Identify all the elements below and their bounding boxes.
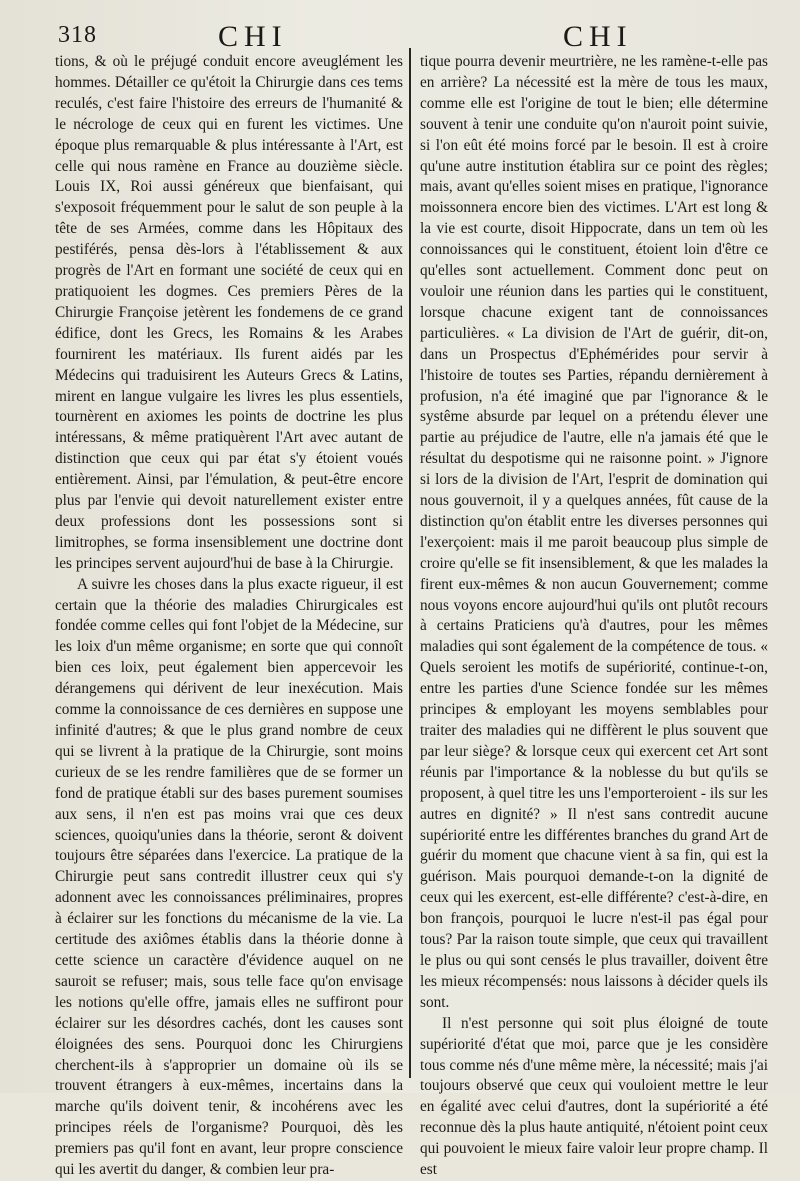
right-paragraph-2: Il n'est personne qui soit plus éloigné de toute supériorité d'état que moi, parce que je les considère tous comme nés d'une même mère, la nécessité; mais j'ai toujours observé que ceux qui vouloient mettre le leur en égalité avec celui d'autres, dont la supériorité a été reconnue dès la plus haute antiquité, n'étoient point ceux qui pouvoient le mieux faire valoir leur propre champ. Il est: [420, 1014, 768, 1179]
running-head-right: CHI: [563, 20, 633, 53]
right-paragraph-1: tique pourra devenir meurtrière, ne les ramène-t-elle pas en arrière? La nécessité est la mère de tous les maux, comme elle est l'origine de tout le bien; elle détermine souvent à tenir une conduite qu'on n'auroit point suivie, si l'on eût été moins forcé par le besoin. Il est à croire qu'une autre institution établira sur ce point des règles; mais, avant qu'elles soient mises en pratique, l'ignorance moissonnera encore bien des victimes. L'Art est long & la vie est courte, disoit Hippocrate, dans un tem où les connoissances qui le constituent, étoient loin d'être ce qu'elles sont actuellement. Comment donc peut on vouloir une réunion dans les parties qui le constituent, lorsque chacune exigent tant de connoissances particulières. « La division de l'Art de guérir, dit-on, dans un Prospectus d'Ephémérides pour servir à l'histoire de toutes ses Parties, répandu dernièrement à profusion, n'a été imaginé que par l'ignorance & le systême absurde par lequel on a prétendu élever une partie au préjudice de l'autre, elle n'a jamais été que le résultat du despotisme qui ne raisonne point. » J'ignore si lors de la division de l'Art, l'esprit de domination qui nous gouvernoit, il y a quelques années, fût cause de la distinction qu'on établit entre les diverses personnes qui l'exerçoient: mais il me paroit beaucoup plus simple de croire qu'elle se fit insensiblement, & que les malades la firent eux-mêmes & non aucun Gouvernement; comme nous voyons encore aujourd'hui qu'ils ont plutôt recours à certains Praticiens qu'à d'autres, pour les mêmes maladies qui sont également de la compétence de tous. « Quels seroient les motifs de supériorité, continue-t-on, entre les parties d'une Science fondée sur les mêmes principes & employant les moyens semblables pour traiter des maladies qui ne diffèrent le plus souvent que par leur siège? & lorsque ceux qui exercent cet Art sont réunis par l'importance & la noblesse du but qu'ils se proposent, à quel titre les uns l'emporteroient - ils sur les autres en dignité? » Il n'est sans contredit aucune supériorité entre les différentes branches du grand Art de guérir du moment que chacune vient à sa fin, qui est la guérison. Mais pourquoi demande-t-on la dignité de ceux qui les exercent, est-elle différente? c'est-à-dire, en bon françois, pourquoi le lucre n'est-il pas égal pour tous? Par la raison toute simple, que ceux qui travaillent le plus ou qui sont censés le plus travailler, doivent être les mieux récompensés: nous laissons à décider quels ils sont.: [420, 53, 768, 1011]
left-paragraph-2: A suivre les choses dans la plus exacte rigueur, il est certain que la théorie des maladies Chirurgicales est fondée comme celles qui font l'objet de la Médecine, sur les loix d'un même organisme; en sorte que qui connoît bien ces loix, peut également bien appercevoir les dérangemens qui dérivent de leur inexécution. Mais comme la connoissance de ces dernières en suppose une infinité d'autres; & que le plus grand nombre de ceux qui se livrent à la pratique de la Chirurgie, sont moins curieux de se les rendre familières que de se former un fond de pratique établi sur des bases purement soumises aux sens, il n'en est pas moins vrai que ces deux sciences, quoiqu'unies dans la théorie, seront & doivent toujours être séparées dans l'exercice. La pratique de la Chirurgie peut sans contredit illustrer ceux qui s'y adonnent avec les connoissances préliminaires, propres à éclairer sur les fonctions du mécanisme de la vie. La certitude des axiômes établis dans la théorie donne à cette science un caractère d'évidence auquel on ne sauroit se refuser; mais, sous telle face qu'on envisage les notions qu'elle offre, jamais elles ne suffiront pour éclairer sur les désordres cachés, dont les causes sont éloignées des sens. Pourquoi donc les Chirurgiens cherchent-ils à s'approprier un domaine où ils se trouvent étrangers à eux-mêmes, incertains dans la marche qu'ils doivent tenir, & incohérens avec les principes réels de l'organisme? Pourquoi, dès les premiers pas qu'il font en avant, leur propre conscience qui les avertit du danger, & combien leur pra-: [55, 575, 403, 1179]
right-column: [420, 52, 768, 1179]
page-number: 318: [58, 22, 97, 48]
running-head-left: CHI: [218, 20, 288, 53]
left-paragraph-1: tions, & où le préjugé conduit encore aveuglément les hommes. Détailler ce qu'étoit la Chirurgie dans ces tems reculés, c'est faire l'histoire des erreurs de l'humanité & le nécrologe de ceux qui en furent les victimes. Une époque plus remarquable & plus intéressante à l'Art, est celle qui nous ramène en France au douzième siècle. Louis IX, Roi aussi généreux que bienfaisant, qui s'exposoit fréquemment pour le salut de son peuple à la tête de ses Armées, comme dans les Hôpitaux des pestiférés, pensa dès-lors à l'établissement & aux progrès de l'Art en formant une société de ceux qui en pratiquoient les dogmes. Ces premiers Pères de la Chirurgie Françoise jetèrent les fondemens de ce grand édifice, dont les Grecs, les Romains & les Arabes fournirent les matériaux. Ils furent aidés par les Médecins qui traduisirent les Auteurs Grecs & Latins, mirent en langue vulgaire les livres les plus essentiels, tournèrent en axiomes les points de doctrine les plus intéressans, & même pratiquèrent l'Art avec autant de distinction que ceux qui par état s'y étoient voués entièrement. Ainsi, par l'émulation, & peut-être encore plus par l'envie qui devoit naturellement exister entre deux professions dont les possessions sont si limitrophes, se forma insensiblement une doctrine dont les principes servent aujourd'hui de base à la Chirurgie.: [55, 53, 403, 572]
column-divider: [409, 48, 411, 1078]
left-column: [55, 52, 403, 1179]
page-header: [58, 18, 780, 53]
